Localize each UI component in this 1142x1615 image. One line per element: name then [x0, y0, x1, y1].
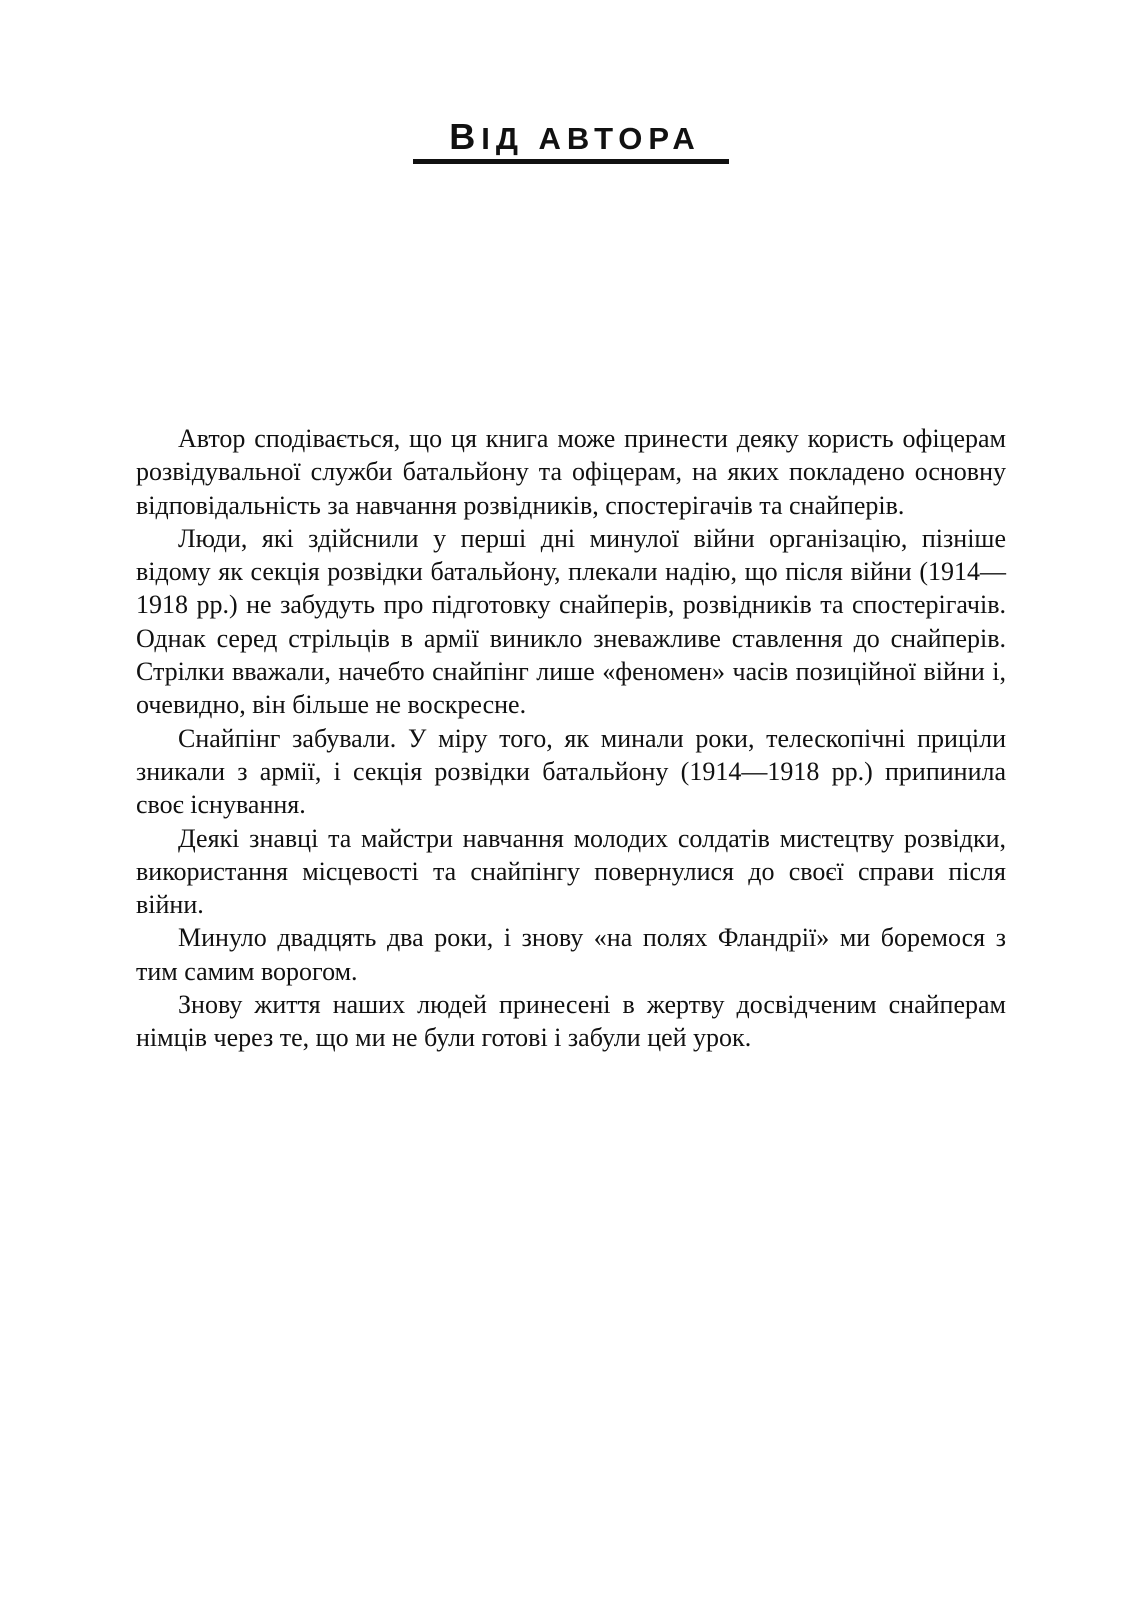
paragraph: Снайпінг забували. У міру того, як минали роки, телескопічні приціли зникали з армії, і секція розвідки батальйону (1914—1918 рр.) припинила своє існування.	[136, 723, 1006, 820]
title-underline	[413, 159, 729, 164]
chapter-title	[415, 118, 735, 158]
paragraph: Автор сподівається, що ця книга може принести деяку користь офіцерам розвідувальної служби батальйону та офіцерам, на яких покладено основну відповідальність за навчання розвідників, спостерігачів та снайперів.	[136, 424, 1006, 520]
paragraph: Деякі знавці та майстри навчання молодих солдатів мистецтву розвідки, використання місцевості та снайпінгу повернулися до своєї справи після війни.	[136, 823, 1006, 920]
paragraph: Знову життя наших людей принесені в жертву досвідченим снайперам німців через те, що ми не були готові і забули цей урок.	[136, 990, 1006, 1053]
chapter-title-rest: ІД АВТОРА	[481, 121, 701, 156]
chapter-title-initial: В	[449, 116, 482, 157]
paragraph: Люди, які здійснили у перші дні минулої війни організацію, пізніше відому як секція розвідки батальйону, плекали надію, що після війни (1914—1918 рр.) не забудуть про підготовку снайперів, розвідників та спостерігачів. Однак серед стрільців в армії виникло зневажливе ставлення до снайперів. Стрілки вважали, начебто снайпінг лише «феномен» часів позиційної війни і, очевидно, він більше не воскресне.	[136, 523, 1006, 720]
preface-body	[136, 422, 1006, 1055]
paragraph: Минуло двадцять два роки, і знову «на полях Фландрії» ми боремося з тим самим ворогом.	[136, 923, 1006, 986]
